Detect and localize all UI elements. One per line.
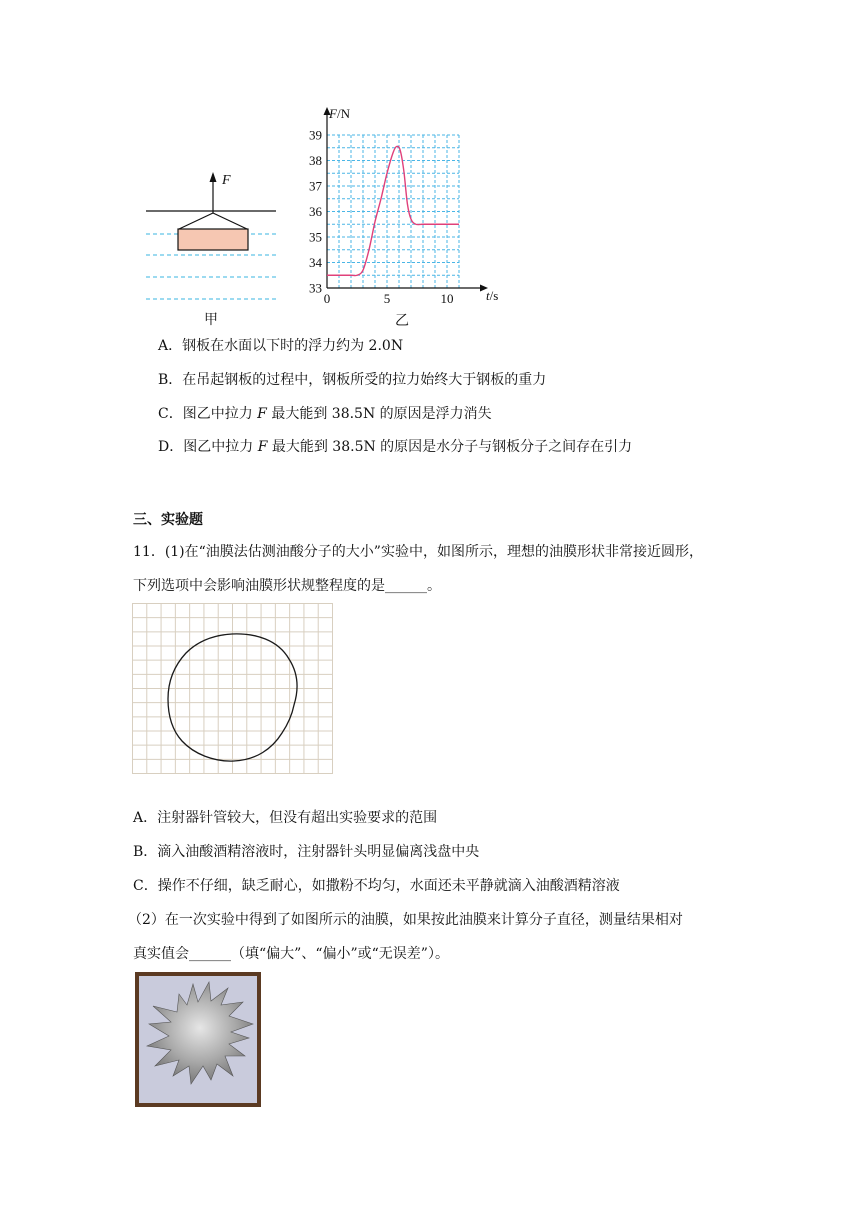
option-text: D．图乙中拉力 — [158, 439, 258, 455]
y-tick-label: 37 — [309, 178, 322, 194]
option-variable: F — [257, 439, 268, 455]
y-axis-unit: /N — [336, 106, 350, 121]
x-axis-unit: /s — [489, 288, 499, 303]
x-axis-var: t — [486, 288, 490, 303]
x-axis-label — [486, 288, 498, 303]
figure-caption-jia: 甲 — [204, 313, 218, 328]
q11-option: C．操作不仔细，缺乏耐心，如撒粉不均匀，水面还未平静就滴入油酸酒精溶液 — [133, 878, 620, 894]
q11-line2: 下列选项中会影响油膜形状规整程度的是______。 — [133, 578, 441, 594]
x-tick-label: 5 — [383, 291, 391, 306]
force-arrow — [210, 172, 217, 213]
q11-part2-line2: 真实值会______（填“偏大”、“偏小”或“无误差”）。 — [133, 946, 449, 962]
y-tick-label: 34 — [309, 255, 322, 270]
y-tick-label: 35 — [309, 229, 322, 245]
q10-option — [158, 437, 632, 457]
option-text: A．钢板在水面以下时的浮力约为 2.0N — [158, 338, 404, 354]
option-text-tail: 最大能到 38.5N 的原因是水分子与钢板分子之间存在引力 — [267, 439, 633, 455]
q10-option — [158, 370, 546, 390]
y-tick-label: 39 — [309, 127, 322, 143]
y-tick-label: 33 — [309, 280, 322, 296]
x-tick-label: 10 — [440, 291, 454, 306]
irregular-oil-film-photo — [135, 972, 261, 1107]
y-axis-var: F — [329, 106, 337, 121]
force-label: F — [222, 173, 231, 188]
option-text: B．在吊起钢板的过程中，钢板所受的拉力始终大于钢板的重力 — [158, 372, 547, 388]
figure-yi-chart — [300, 100, 520, 332]
film-grid — [132, 603, 333, 774]
q11-option: A．注射器针管较大，但没有超出实验要求的范围 — [133, 810, 438, 826]
y-tick-label: 36 — [309, 204, 322, 219]
figure-caption-yi: 乙 — [395, 314, 409, 329]
figure-jia — [140, 160, 290, 330]
option-text-tail: 最大能到 38.5N 的原因是浮力消失 — [266, 406, 492, 422]
q10-option — [158, 404, 492, 424]
series-line — [327, 146, 459, 275]
q11-part2-line1: （2）在一次实验中得到了如图所示的油膜，如果按此油膜来计算分子直径，测量结果相对 — [128, 912, 683, 928]
q11-line1: 11．(1)在“油膜法估测油酸分子的大小”实验中，如图所示，理想的油膜形状非常接近圆形， — [133, 544, 703, 560]
y-tick-label: 38 — [309, 153, 322, 168]
section-title: 三、实验题 — [133, 512, 203, 528]
chart-series — [327, 146, 459, 275]
option-variable: F — [257, 406, 267, 422]
x-tick-label: 0 — [323, 291, 331, 306]
q11-option: B．滴入油酸酒精溶液时，注射器针头明显偏离浅盘中央 — [133, 844, 480, 860]
chart-grid — [327, 135, 459, 288]
q10-option — [158, 336, 403, 356]
hanging-cables — [179, 213, 247, 229]
option-text: C．图乙中拉力 — [158, 406, 258, 422]
chart-ticks — [309, 128, 454, 307]
ideal-oil-film-figure — [132, 603, 333, 774]
y-axis-label — [328, 106, 351, 121]
steel-plate — [178, 229, 248, 250]
